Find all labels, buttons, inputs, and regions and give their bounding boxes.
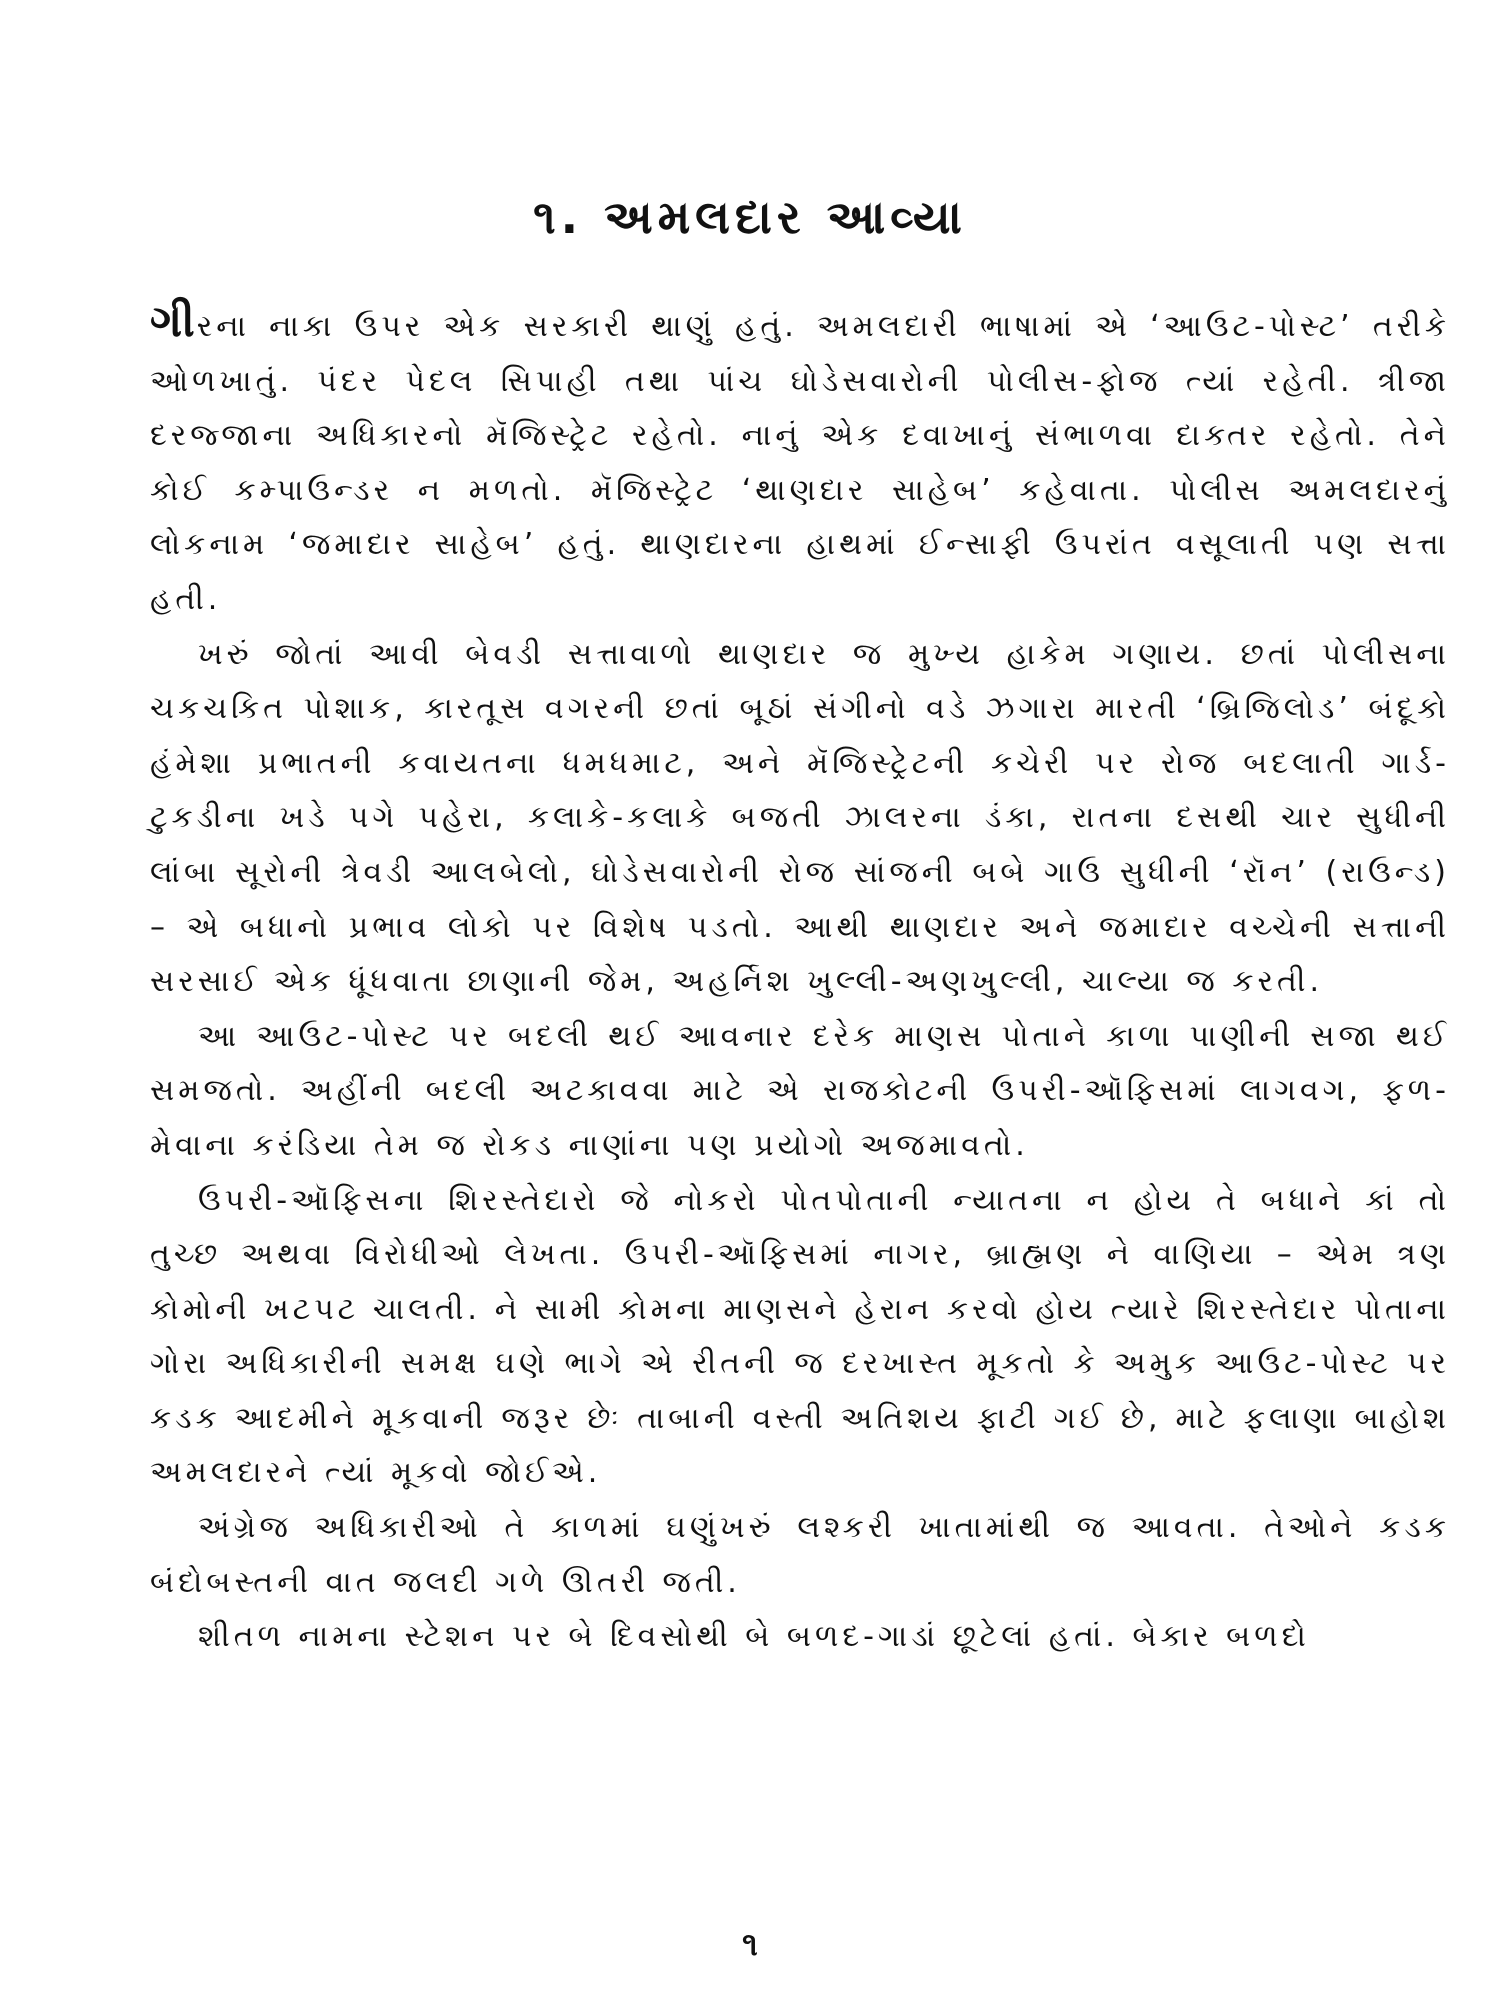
paragraph-1 [150, 295, 1450, 628]
paragraph-4: ઉપરી-ઑફિસના શિરસ્તેદારો જે નોકરો પોતપોતાની ન્યાતના ન હોય તે બધાને કાં તો તુચ્છ અથવા વિરોધીઓ લેખતા. ઉપરી-ઑફિસમાં નાગર, બ્રાહ્મણ ને વાણિયા – એમ ત્રણ કોમોની ખટપટ ચાલતી. ને સામી કોમના માણસને હેરાન કરવો હોય ત્યારે શિરસ્તેદાર પોતાના ગોરા અધિકારીની સમક્ષ ઘણે ભાગે એ રીતની જ દરખાસ્ત મૂકતો કે અમુક આઉટ-પોસ્ટ પર કડક આદમીને મૂકવાની જરૂર છેઃ તાબાની વસ્તી અતિશય ફાટી ગઈ છે, માટે ફલાણા બાહોશ અમલદારને ત્યાં મૂકવો જોઈએ. [150, 1182, 1450, 1491]
paragraph-6: શીતળ નામના સ્ટેશન પર બે દિવસોથી બે બળદ-ગાડાં છૂટેલાં હતાં. બેકાર બળદો [198, 1619, 1310, 1655]
paragraph-1-text: રના નાકા ઉપર એક સરકારી થાણું હતું. અમલદારી ભાષામાં એ ‘આઉટ-પોસ્ટ’ તરીકે ઓળખાતું. પંદર પેદલ સિપાહી તથા પાંચ ઘોડેસવારોની પોલીસ-ફોજ ત્યાં રહેતી. ત્રીજા દરજ્જાના અધિકારનો મૅજિસ્ટ્રેટ રહેતો. નાનું એક દવાખાનું સંભાળવા દાક્તર રહેતો. તેને કોઈ કમ્પાઉન્ડર ન મળતો. મૅજિસ્ટ્રેટ ‘થાણદાર સાહેબ’ કહેવાતા. પોલીસ અમલદારનું લોકનામ ‘જમાદાર સાહેબ’ હતું. થાણદારના હાથમાં ઈન્સાફી ઉપરાંત વસૂલાતી પણ સત્તા હતી. [150, 309, 1450, 617]
chapter-body [150, 295, 1450, 1665]
page-number: ૧ [742, 1925, 758, 1963]
paragraph-3: આ આઉટ-પોસ્ટ પર બદલી થઈ આવનાર દરેક માણસ પોતાને કાળા પાણીની સજા થઈ સમજતો. અહીંની બદલી અટકાવવા માટે એ રાજકોટની ઉપરી-ઑફિસમાં લાગવગ, ફળ-મેવાના કરંડિયા તેમ જ રોકડ નાણાંના પણ પ્રયોગો અજમાવતો. [150, 1018, 1450, 1163]
chapter-title: ૧. અમલદાર આવ્યા [533, 190, 967, 244]
paragraph-5: અંગ્રેજ અધિકારીઓ તે કાળમાં ઘણુંખરું લશ્કરી ખાતામાંથી જ આવતા. તેઓને કડક બંદોબસ્તની વાત જલદી ગળે ઊતરી જતી. [150, 1510, 1450, 1600]
drop-cap: ગી [150, 296, 197, 347]
paragraph-2: ખરું જોતાં આવી બેવડી સત્તાવાળો થાણદાર જ મુખ્ય હાકેમ ગણાય. છતાં પોલીસના ચકચકિત પોશાક, કારતૂસ વગરની છતાં બૂઠાં સંગીનો વડે ઝગારા મારતી ‘બ્રિજિલોડ’ બંદૂકો હંમેશા પ્રભાતની કવાયતના ધમધમાટ, અને મૅજિસ્ટ્રેટની કચેરી પર રોજ બદલાતી ગાર્ડ-ટુકડીના ખડે પગે પહેરા, કલાકે-કલાકે બજતી ઝાલરના ડંકા, રાતના દસથી ચાર સુધીની લાંબા સૂરોની ત્રેવડી આલબેલો, ઘોડેસવારોની રોજ સાંજની બબે ગાઉ સુધીની ‘રૉન’ (રાઉન્ડ) – એ બધાનો પ્રભાવ લોકો પર વિશેષ પડતો. આથી થાણદાર અને જમાદાર વચ્ચેની સત્તાની સરસાઈ એક ધૂંધવાતા છાણાની જેમ, અહર્નિશ ખુલ્લી-અણખુલ્લી, ચાલ્યા જ કરતી. [150, 636, 1450, 1000]
